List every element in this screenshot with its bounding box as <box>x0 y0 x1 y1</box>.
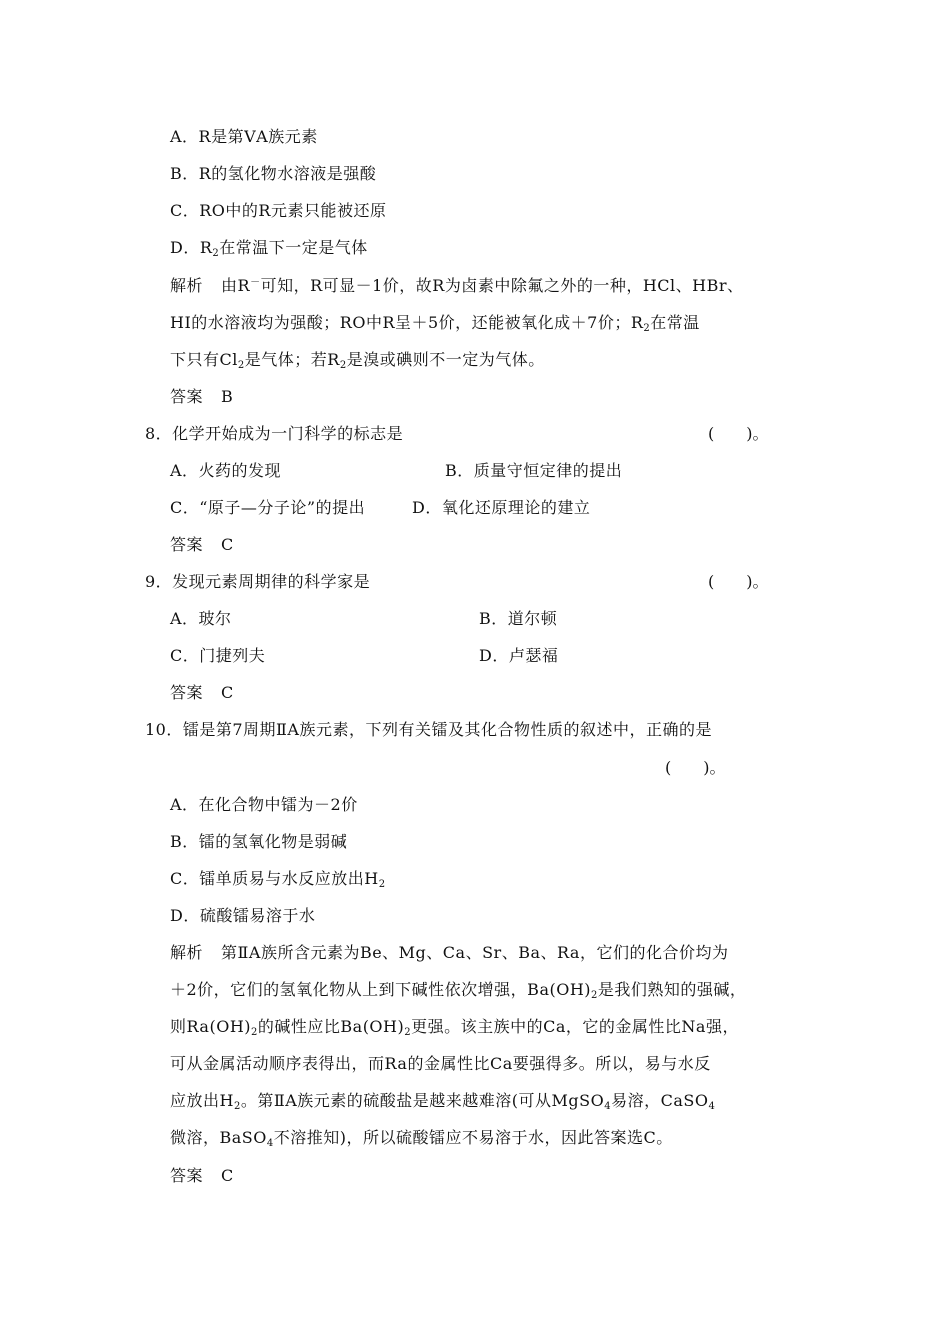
q9-option-d: D．卢瑟福 <box>479 646 559 665</box>
q8-option-a: A．火药的发现 <box>170 461 282 480</box>
q8-option-c: C．“原子—分子论”的提出 <box>170 498 366 517</box>
q10-analysis-line-1: 解析 第ⅡA族所含元素为Be、Mg、Ca、Sr、Ba、Ra，它们的化合价均为 <box>170 943 729 962</box>
q8-stem: 8．化学开始成为一门科学的标志是 <box>145 424 404 443</box>
q9-answer: 答案 C <box>170 683 234 702</box>
analysis-label: 解析 <box>170 943 204 962</box>
q10-option-c: C．镭单质易与水反应放出$H_2$ <box>170 869 386 890</box>
q7-option-d: D．$R_2$在常温下一定是气体 <box>170 238 368 259</box>
q10-analysis-line-4: 可从金属活动顺序表得出，而Ra的金属性比Ca要强得多。所以，易与水反 <box>170 1054 711 1073</box>
q10-option-a: A．在化合物中镭为－2价 <box>170 795 358 814</box>
q9-stem: 9．发现元素周期律的科学家是 <box>145 572 371 591</box>
q10-analysis-line-2: ＋2价，它们的氢氧化物从上到下碱性依次增强，$Ba(OH)_2$是我们熟知的强碱， <box>170 980 747 1001</box>
q9-option-c: C．门捷列夫 <box>170 646 266 665</box>
q10-analysis-line-3: 则$Ra(OH)_2$的碱性应比$Ba(OH)_2$更强。该主族中的Ca，它的金属性比Na强， <box>170 1017 739 1038</box>
q10-stem: 10．镭是第7周期ⅡA族元素，下列有关镭及其化合物性质的叙述中，正确的是 <box>145 720 712 739</box>
q9-answer-blank: ( )。 <box>708 572 769 591</box>
q8-option-d: D．氧化还原理论的建立 <box>412 498 591 517</box>
q10-analysis-line-5: 应放出$H_2$。第ⅡA族元素的硫酸盐是越来越难溶(可从MgSO$_4$易溶，CaSO$_4$ <box>170 1091 716 1112</box>
q7-analysis-line-2: HI的水溶液均为强酸；RO中R呈＋5价，还能被氧化成＋7价；$R_2$在常温 <box>170 313 700 334</box>
q9-option-a: A．玻尔 <box>170 609 232 628</box>
q8-option-b: B．质量守恒定律的提出 <box>445 461 623 480</box>
q7-answer: 答案 B <box>170 387 234 406</box>
q10-option-d: D．硫酸镭易溶于水 <box>170 906 316 925</box>
q9-option-b: B．道尔顿 <box>479 609 558 628</box>
q7-analysis-line-1: 解析 由R－可知，R可显－1价，故R为卤素中除氟之外的一种，HCl、HBr、 <box>170 276 744 295</box>
q7-analysis-line-3: 下只有$Cl_2$是气体；若$R_2$是溴或碘则不一定为气体。 <box>170 350 545 371</box>
q7-option-c: C．RO中的R元素只能被还原 <box>170 201 387 220</box>
q8-answer: 答案 C <box>170 535 234 554</box>
q10-analysis-line-6: 微溶，BaSO$_4$不溶推知)，所以硫酸镭应不易溶于水，因此答案选C。 <box>170 1128 673 1149</box>
q7-option-a: A．R是第ⅤA族元素 <box>170 127 318 146</box>
analysis-label: 解析 <box>170 276 204 295</box>
q10-answer: 答案 C <box>170 1166 234 1185</box>
q7-option-b: B．R的氢化物水溶液是强酸 <box>170 164 377 183</box>
q8-answer-blank: ( )。 <box>708 424 769 443</box>
q10-option-b: B．镭的氢氧化物是弱碱 <box>170 832 348 851</box>
q10-answer-blank: ( )。 <box>665 758 726 777</box>
